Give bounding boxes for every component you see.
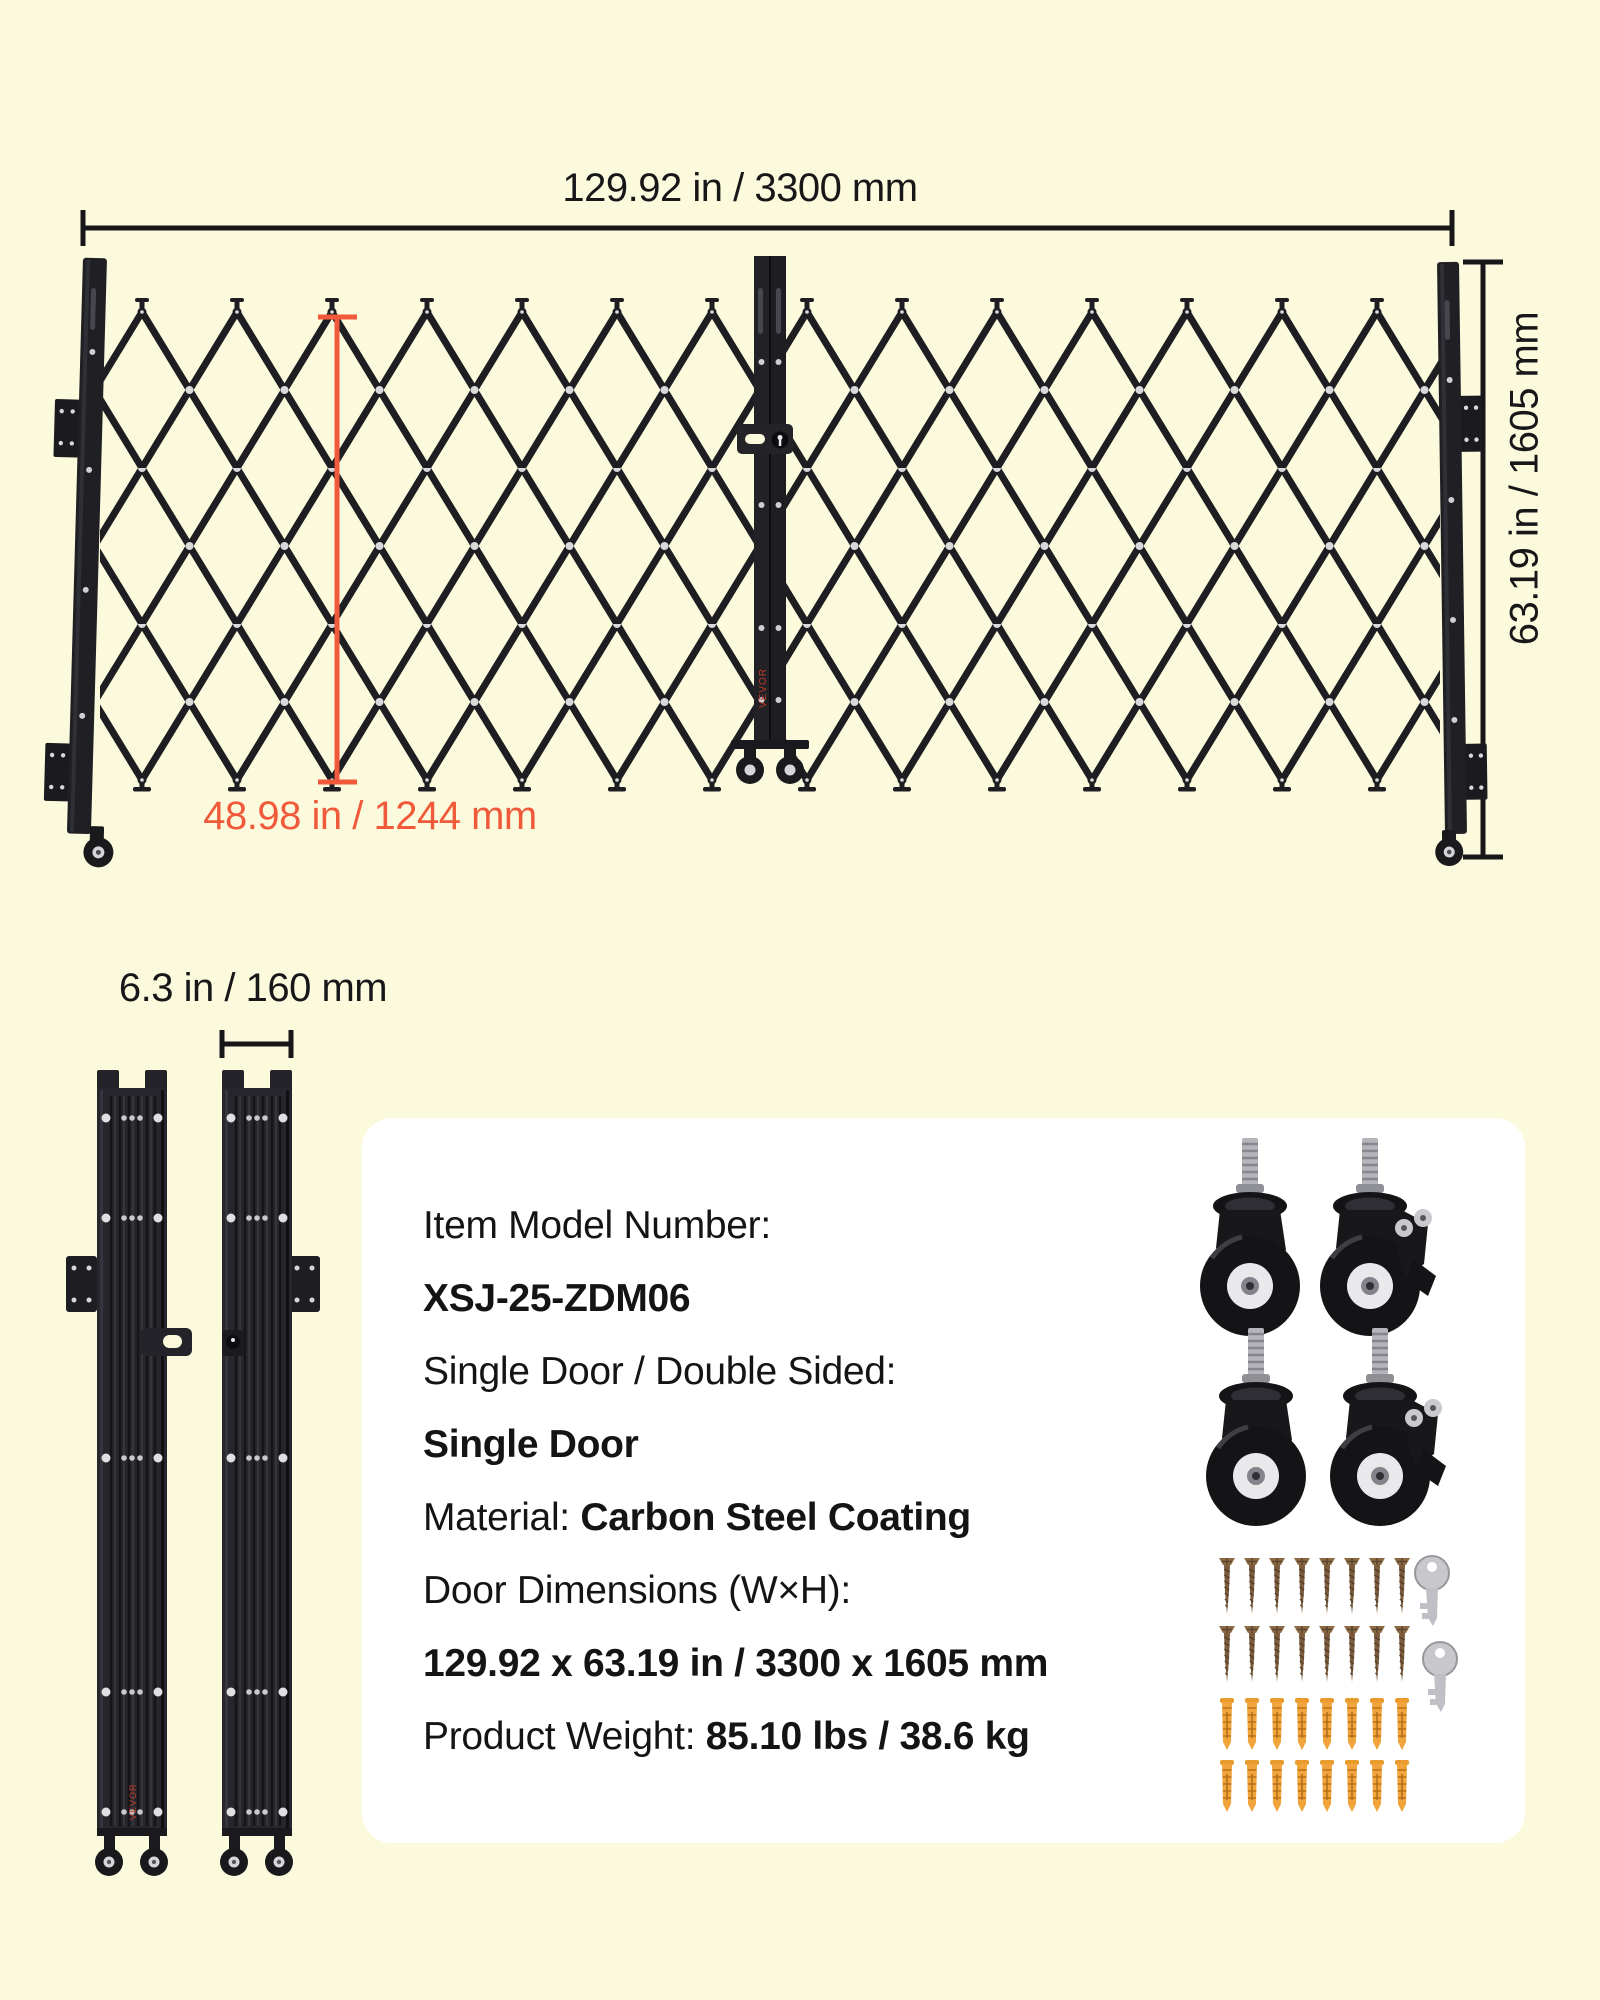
anchors-row xyxy=(1220,1698,1409,1812)
keys xyxy=(1415,1556,1457,1712)
folded-width-label: 6.3 in / 160 mm xyxy=(118,966,388,1010)
brake-caster-icon xyxy=(1330,1328,1446,1526)
brake-caster-icon xyxy=(1320,1138,1436,1336)
folded-width-dimension-line xyxy=(222,1030,291,1058)
inner-height-label: 48.98 in / 1244 mm xyxy=(203,794,537,838)
spec-line-dimensions-value: 129.92 x 63.19 in / 3300 x 1605 mm xyxy=(423,1642,1049,1685)
swivel-caster-icon xyxy=(1200,1138,1300,1336)
folded-column-right xyxy=(220,1070,293,1876)
casters-image xyxy=(1180,1128,1520,1568)
spec-line-model-label: Item Model Number: xyxy=(423,1204,771,1247)
folded-column-left xyxy=(95,1070,168,1876)
vevor-logo: VEVOR xyxy=(128,1783,138,1820)
screws-row xyxy=(1219,1558,1410,1682)
folded-lock-hasp-icon xyxy=(140,1328,244,1356)
right-post-caster-icon xyxy=(1435,830,1463,866)
gate-height-label: 63.19 in / 1605 mm xyxy=(1502,311,1547,646)
spec-lines xyxy=(423,1202,1048,1786)
lock-hasp-icon xyxy=(737,424,793,454)
spec-line-door-type-label: Single Door / Double Sided: xyxy=(423,1350,897,1393)
spec-line-model-value: XSJ-25-ZDM06 xyxy=(423,1277,691,1320)
spec-line-door-type-value: Single Door xyxy=(423,1423,639,1466)
swivel-caster-icon xyxy=(1206,1328,1306,1526)
width-dimension-line xyxy=(83,210,1452,246)
gate-width-label: 129.92 in / 3300 mm xyxy=(562,166,918,210)
spec-line-material: Material: Carbon Steel Coating xyxy=(423,1496,971,1539)
vevor-logo: VEVOR xyxy=(758,667,769,708)
folded-gate-diagram xyxy=(0,940,400,1950)
spec-line-dimensions-label: Door Dimensions (W×H): xyxy=(423,1569,851,1612)
hardware-image xyxy=(1200,1550,1530,1840)
spec-line-weight: Product Weight: 85.10 lbs / 38.6 kg xyxy=(423,1715,1030,1758)
